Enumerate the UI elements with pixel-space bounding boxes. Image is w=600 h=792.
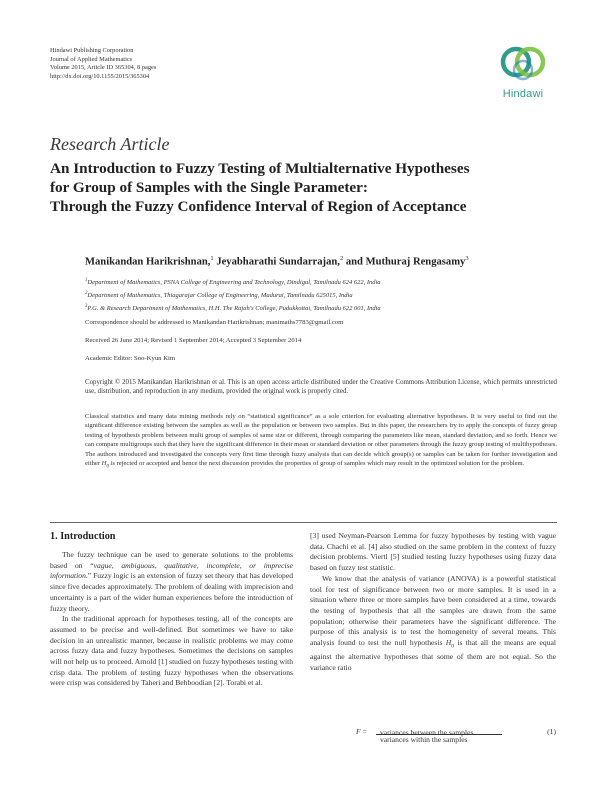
paragraph-text: We know that the analysis of variance (ANOVA) is a powerful statistical tool for test of significance between two or more samples. It is used in a situation where three or more samples have been considered at a time, towards the testing of hypothesis that all the samples are drawn from the same population; otherwise their parameters have the significant difference. The purpose of this analysis is to test the homogeneity of several means. This analysis found to test the null hypothesis [310, 573, 556, 648]
abstract [85, 412, 557, 472]
paragraph [310, 574, 556, 674]
volume-info: Volume 2015, Article ID 365304, 8 pages [50, 64, 157, 72]
article-dates: Received 26 June 2014; Revised 1 September 2014; Accepted 3 September 2014 [85, 337, 302, 344]
affiliation-text: P.G. & Research Department of Mathematics, H.H. The Rajah's College, Pudukkottai, Tamilnadu 622 001, India [87, 305, 381, 313]
abstract-text: Classical statistics and many data mining methods rely on “statistical significance” as a sole criterion for evaluating alternative hypotheses. It is very useful to find out the significant difference existing between the samples as well as the population or between two samples. But in this paper, the researchers try to apply the concepts of fuzzy group testing of hypothesis problem between multi group of samples of same size or different, through comparing the parameters like mean, standard deviation, and so forth. Hence we can compare multigroups such that they have the significant difference in their mean or standard deviation or other parameters through the fuzzy group testing of multihypotheses. The authors introduced and investigated the concepts very first time through fuzzy analysis that can decide which group(s) or samples can be taken for further investigation and either [85, 413, 557, 468]
hindawi-logo-text: Hindawi [502, 88, 544, 100]
paragraph-text: The fuzzy technique can be used to generate solutions to the problems based on “ [50, 550, 293, 570]
author-2-affil: 2 [339, 255, 344, 262]
affiliation-marker: 2 [85, 290, 88, 296]
doi-link[interactable]: http://dx.doi.org/10.1155/2015/365304 [50, 72, 150, 80]
title-line: An Introduction to Fuzzy Testing of Multialternative Hypotheses [50, 160, 470, 177]
paragraph: [3] used Neyman-Pearson Lemma for fuzzy hypotheses by testing with vague data. Chachi et al. [4] also studied on the same problem in the context of fuzzy decision problems. Viertl [5] studied testing fuzzy hypotheses using fuzzy data based on fuzzy test statistic. [310, 531, 556, 573]
equation-numerator: variances between the samples [380, 728, 474, 737]
paragraph-italic: vague, ambiguous, qualitative, incomplete, or imprecise information [50, 560, 293, 581]
affiliation-marker: 1 [85, 278, 88, 283]
affiliation-list [85, 276, 381, 315]
paragraph: In the traditional approach for hypotheses testing, all of the concepts are assumed to be precise and well-defined. But sometimes we have to take decision in an unrealistic manner, because in realistic problems we may come across fuzzy data and fuzzy hypotheses. Sometimes the decisions on samples will not help us to proceed. Arnold [1] studied on fuzzy hypotheses testing with crisp data. The problem of testing fuzzy hypotheses when the observations were crisp was considered by Taheri and Behboodian [2]. Torabi et al. [50, 614, 293, 688]
abstract-h0: H [101, 460, 107, 468]
correspondence: Correspondence should be addressed to Manikandan Harikrishnan; manimaths7783@gmail.com [85, 319, 344, 326]
affiliation-item [85, 276, 381, 289]
left-column [50, 550, 293, 689]
abstract-text-end: is rejected or accepted and hence the next discussion provides the properties of group of samples which may result in the optimized solution for the problem. [108, 460, 525, 468]
author-3-affil: 3 [465, 255, 469, 262]
null-hypothesis-sub: 0 [451, 643, 454, 650]
right-column [310, 531, 556, 674]
article-type: Research Article [50, 134, 170, 154]
author-3: and Muthuraj Rengasamy [345, 256, 466, 268]
journal-header [50, 47, 156, 81]
paragraph [50, 550, 293, 614]
author-1: Manikandan Harikrishnan, [85, 256, 211, 268]
equation-1 [310, 718, 556, 748]
title-line: Through the Fuzzy Confidence Interval of Region of Acceptance [50, 197, 467, 215]
affiliation-item [85, 302, 381, 315]
author-1-affil: 1 [210, 255, 214, 262]
journal-name: Journal of Applied Mathematics [50, 55, 133, 63]
section-divider [50, 522, 557, 523]
equation-denominator: variances within the samples [380, 735, 468, 744]
affiliation-text: Department of Mathematics, Thiagarajar College of Engineering, Madurai, Tamilnadu 625015, India [87, 292, 353, 300]
abstract-h0-sub: 0 [106, 464, 109, 470]
equation-number: (1) [547, 727, 556, 736]
null-hypothesis-symbol: H [445, 638, 452, 648]
affiliation-marker: 3 [85, 303, 88, 309]
author-list [85, 255, 469, 268]
publisher-name: Hindawi Publishing Corporation [50, 47, 134, 54]
title-line: for Group of Samples with the Single Parameter: [50, 178, 368, 196]
affiliation-item [85, 289, 381, 302]
section-heading: 1. Introduction [50, 531, 116, 542]
paragraph-text: .” Fuzzy logic is an extension of fuzzy set theory that has developed since five decades approximately. The problem of dealing with imprecision and uncertainty is a part of the wider human experiences before the introduction of fuzzy theory. [50, 571, 293, 613]
equation-lhs: F = [356, 727, 367, 736]
academic-editor: Academic Editor: Soo-Kyun Kim [85, 355, 176, 362]
paragraph-text: is that all the means are equal against the alternative hypotheses that some of them are not equal. So the variance ratio [310, 638, 556, 672]
affiliation-text: Department of Mathematics, PSNA College of Engineering and Technology, Dindigul, Tamilnadu 624 622, India [87, 279, 381, 287]
copyright-notice: Copyright © 2015 Manikandan Harikrishnan et al. This is an open access article distributed under the Creative Commons Attribution License, which permits unrestricted use, distribution, and reproduction in any medium, provided the original work is properly cited. [85, 379, 557, 396]
paper-title [50, 160, 570, 216]
author-2: Jeyabharathi Sundarrajan, [216, 256, 340, 268]
